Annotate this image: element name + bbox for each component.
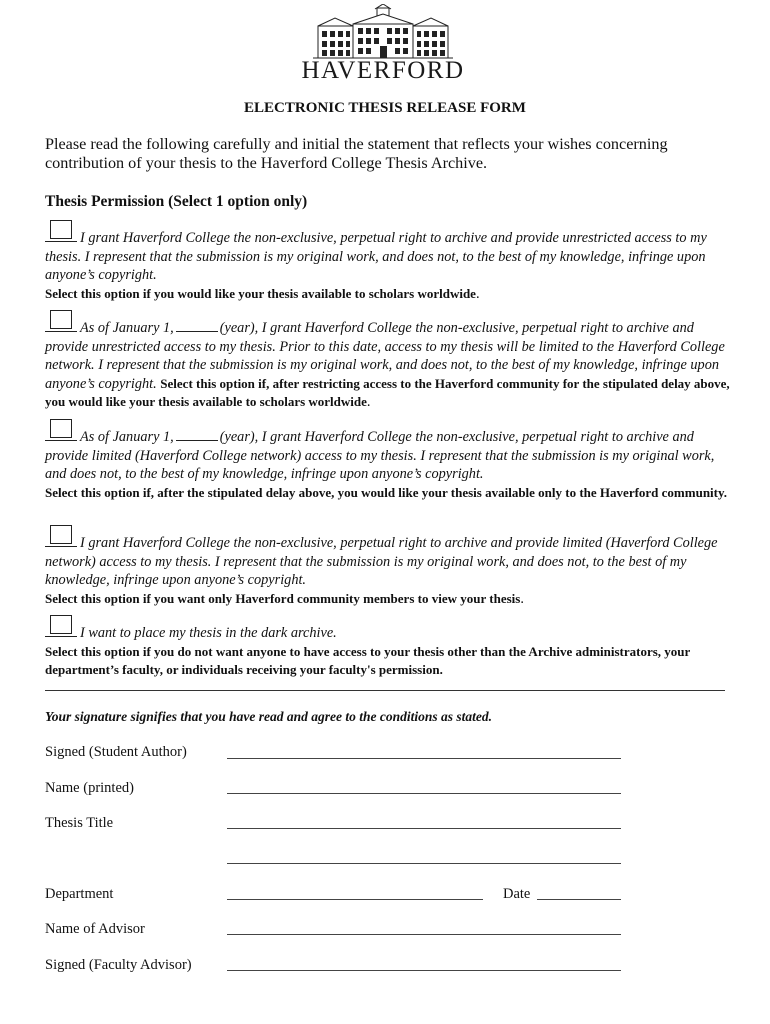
option-5 [45,624,730,680]
logo-wordmark: HAVERFORD [301,57,465,84]
signed-student-line[interactable] [227,758,621,759]
name-printed-line[interactable] [227,793,621,794]
name-printed-label: Name (printed) [45,780,134,796]
signature-note: Your signature signifies that you have read and agree to the conditions as stated. [45,709,493,724]
advisor-label: Name of Advisor [45,921,145,937]
intro-line-1: Please read the following carefully and initial the statement that reflects your wishes concerning [45,135,668,153]
college-building-image [298,4,468,60]
option-1-instruction: Select this option if you would like your thesis available to scholars worldwide [45,285,476,301]
department-line[interactable] [227,899,483,900]
option-4: I grant Haverford College the non-exclusive, perpetual right to archive and provide limited (Haverford College network) access to my thesis. I represent that the submission is my original work, and does not, to the best of my knowledge, infringe upon anyone’s copyright. Select this option if you want only Haverford community members to view your thesis. [45,535,718,607]
option-3 [45,428,730,502]
thesis-title-line-2[interactable] [227,863,621,864]
option-1-initial-blank[interactable] [45,229,77,242]
option-5-initial-blank[interactable] [45,624,77,637]
option-2-statement: (year), I grant Haverford College the non-exclusive, perpetual right to archive and provide unrestricted access to my thesis. Prior to this date, access to my thesis will be limited to the Haverford College network. I represent that the submission is my original work, and does not, to the best of my knowledge, infringe upon anyone’s copyright. [45,320,725,392]
option-5-statement: I want to place my thesis in the dark archive. [80,625,337,641]
option-2-instruction: Select this option if, after restricting access to the Haverford community for the stipulated delay above, you would like your thesis available to scholars worldwide [45,375,730,409]
signed-student-label: Signed (Student Author) [45,744,187,760]
option-1-statement: I grant Haverford College the non-exclusive, perpetual right to archive and provide unrestricted access to my thesis. I represent that the submission is my original work, and does not, to the best of my knowledge, infringe upon anyone’s copyright. [45,230,707,283]
option-3-date-prefix: As of January 1, [80,429,174,445]
thesis-title-line-1[interactable] [227,828,621,829]
option-2-initial-blank[interactable] [45,319,77,332]
form-title: ELECTRONIC THESIS RELEASE FORM [244,100,526,116]
option-2: As of January 1, (year), I grant Haverford College the non-exclusive, perpetual right to archive and provide unrestricted access to my thesis. Prior to this date, access to my thesis will be limited to the Haverford College network. I represent that the submission is my original work, and does not, to the best of my knowledge, infringe upon anyone’s copyright. Select this option if, after restricting access to the Haverford community for the stipulated delay above, you would like your thesis available to scholars worldwide. [45,320,730,410]
option-4-instruction: Select this option if you want only Haverford community members to view your thesis [45,590,521,606]
intro-paragraph [45,135,735,173]
advisor-line[interactable] [227,934,621,935]
option-3-year-blank[interactable] [176,428,218,441]
date-label: Date [503,886,531,902]
haverford-logo [298,4,468,84]
thesis-title-label: Thesis Title [45,815,114,831]
option-3-statement: (year), I grant Haverford College the non-exclusive, perpetual right to archive and provide limited (Haverford College network) access to my thesis. I represent that the submission is my original work, and does not, to the best of my knowledge, infringe upon anyone’s copyright. [45,429,715,482]
option-2-date-prefix: As of January 1, [80,320,174,336]
intro-line-2: contribution of your thesis to the Haverford College Thesis Archive. [45,154,488,172]
option-3-initial-blank[interactable] [45,428,77,441]
option-4-statement: I grant Haverford College the non-exclusive, perpetual right to archive and provide limited (Haverford College network) access to my thesis. I represent that the submission is my original work, and does not, to the best of my knowledge, infringe upon anyone’s copyright. [45,535,718,588]
option-3-instruction: Select this option if, after the stipulated delay above, you would like your thesis available only to the Haverford community. [45,484,728,500]
permission-heading: Thesis Permission (Select 1 option only) [45,193,308,210]
section-divider [45,690,725,691]
option-5-instruction: Select this option if you do not want anyone to have access to your thesis other than the Archive administrators, your department’s faculty, or individuals receiving your faculty's permission. [45,643,691,677]
option-2-year-blank[interactable] [176,319,218,332]
option-1: I grant Haverford College the non-exclusive, perpetual right to archive and provide unrestricted access to my thesis. I represent that the submission is my original work, and does not, to the best of my knowledge, infringe upon anyone’s copyright. Select this option if you would like your thesis available to scholars worldwide. [45,230,707,302]
date-line[interactable] [537,899,621,900]
department-label: Department [45,886,114,902]
signed-faculty-line[interactable] [227,970,621,971]
signed-faculty-label: Signed (Faculty Advisor) [45,957,192,973]
option-4-initial-blank[interactable] [45,534,77,547]
